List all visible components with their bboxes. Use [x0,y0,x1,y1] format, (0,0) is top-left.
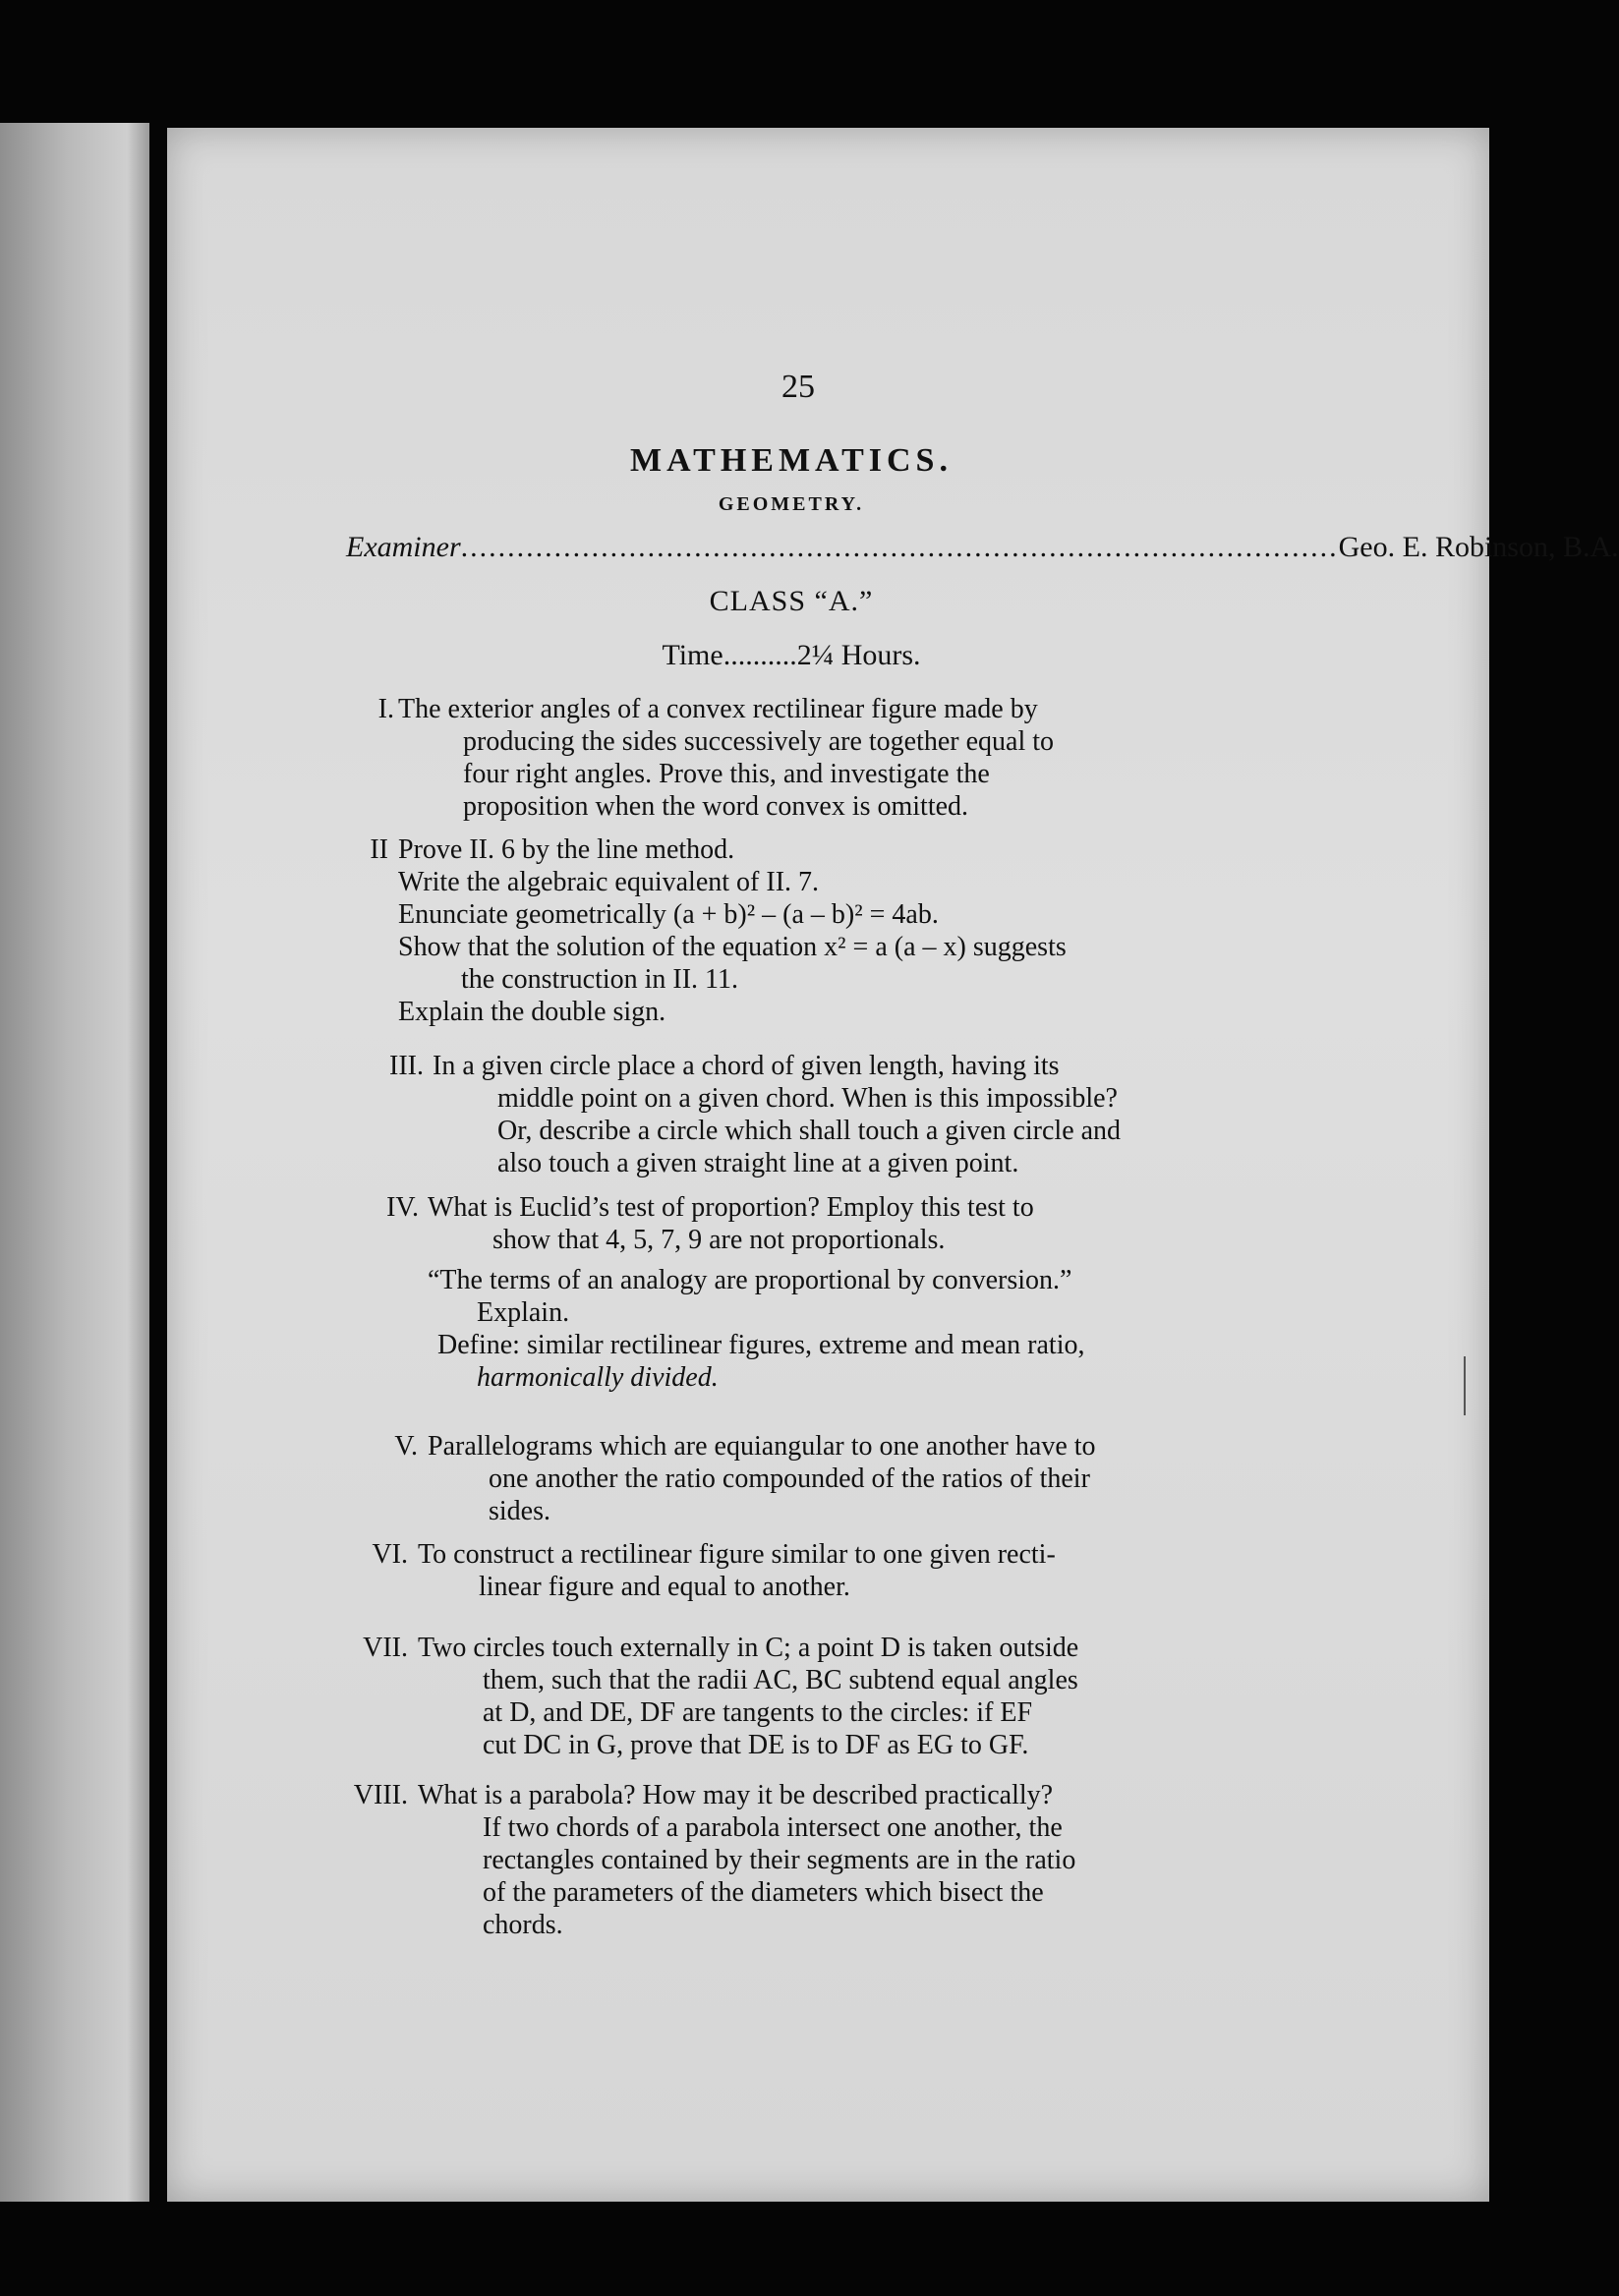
exam-page [167,128,1619,2202]
leader-dots: .............................................................................................. [460,531,1339,563]
question-1 [377,693,1420,823]
question-3 [389,1050,1425,1179]
examiner-name: Geo. E. Robinson, B.A. [1338,531,1619,563]
question-line: the construction in II. 11. [461,964,739,995]
question-line: What is a parabola? How may it be described practically? [418,1780,1054,1810]
question-number: V. [394,1431,418,1462]
question-line: In a given circle place a chord of given length, having its [433,1051,1060,1081]
question-line: Explain. [477,1297,570,1328]
question-number: VIII. [353,1780,408,1810]
question-line: Explain the double sign. [398,997,666,1027]
question-line: of the parameters of the diameters which bisect the [483,1877,1044,1908]
question-line: If two chords of a parabola intersect one another, the [483,1812,1063,1843]
page-subtitle: GEOMETRY. [718,493,865,515]
question-number: VI. [372,1539,408,1570]
question-line: The exterior angles of a convex rectilinear figure made by [398,694,1038,724]
question-8 [353,1779,1425,1941]
question-line: Or, describe a circle which shall touch a given circle and [497,1116,1122,1146]
question-line: Show that the solution of the equation x² = a (a – x) suggests [398,932,1067,962]
class-label: CLASS “A.” [709,585,874,617]
facing-page-edge [0,123,149,2202]
question-line: rectangles contained by their segments are in the ratio [483,1845,1076,1875]
question-line: Parallelograms which are equiangular to one another have to [428,1431,1096,1462]
question-line: What is Euclid’s test of proportion? Employ this test to [428,1192,1034,1223]
question-2 [370,833,1420,1028]
question-line: them, such that the radii AC, BC subtend equal angles [483,1665,1078,1695]
question-line: sides. [489,1496,550,1526]
examiner-line [346,531,1619,564]
examiner-label: Examiner [346,531,461,563]
question-5 [394,1430,1425,1527]
question-line: at D, and DE, DF are tangents to the circles: if EF [483,1697,1033,1728]
question-line: linear figure and equal to another. [479,1572,850,1602]
question-line: four right angles. Prove this, and investigate the [463,759,990,789]
question-line: also touch a given straight line at a given point. [497,1148,1019,1178]
question-line: proposition when the word convex is omitted. [463,791,969,822]
question-number: IV. [386,1192,419,1223]
question-line: Prove II. 6 by the line method. [398,834,735,865]
time-allowed: Time..........2¼ Hours. [662,639,921,671]
question-line: show that 4, 5, 7, 9 are not proportionals. [492,1225,946,1255]
question-number: II [370,834,388,865]
question-line: chords. [483,1910,563,1940]
question-4 [386,1191,1425,1394]
question-line: To construct a rectilinear figure similar to one given recti- [418,1539,1056,1570]
question-line: one another the ratio compounded of the ratios of their [489,1464,1090,1494]
question-number: VII. [363,1633,408,1663]
question-line: Define: similar rectilinear figures, extreme and mean ratio, [437,1330,1085,1360]
question-7 [363,1632,1425,1761]
question-number: III. [389,1051,424,1081]
page-title: MATHEMATICS. [630,442,953,479]
question-line: producing the sides successively are together equal to [463,726,1055,757]
question-line: “The terms of an analogy are proportional by conversion.” [428,1265,1072,1295]
question-line: Two circles touch externally in C; a point D is taken outside [418,1633,1079,1663]
question-line: cut DC in G, prove that DE is to DF as EG to GF. [483,1730,1029,1760]
question-line: Enunciate geometrically (a + b)² – (a – b)² = 4ab. [398,899,939,930]
margin-mark [1464,1356,1470,1415]
question-6 [372,1538,1425,1603]
question-line: harmonically divided. [477,1362,719,1393]
question-number: I. [377,694,394,724]
page-number: 25 [781,369,815,405]
question-line: middle point on a given chord. When is this impossible? [497,1083,1118,1114]
question-line: Write the algebraic equivalent of II. 7. [398,867,820,897]
